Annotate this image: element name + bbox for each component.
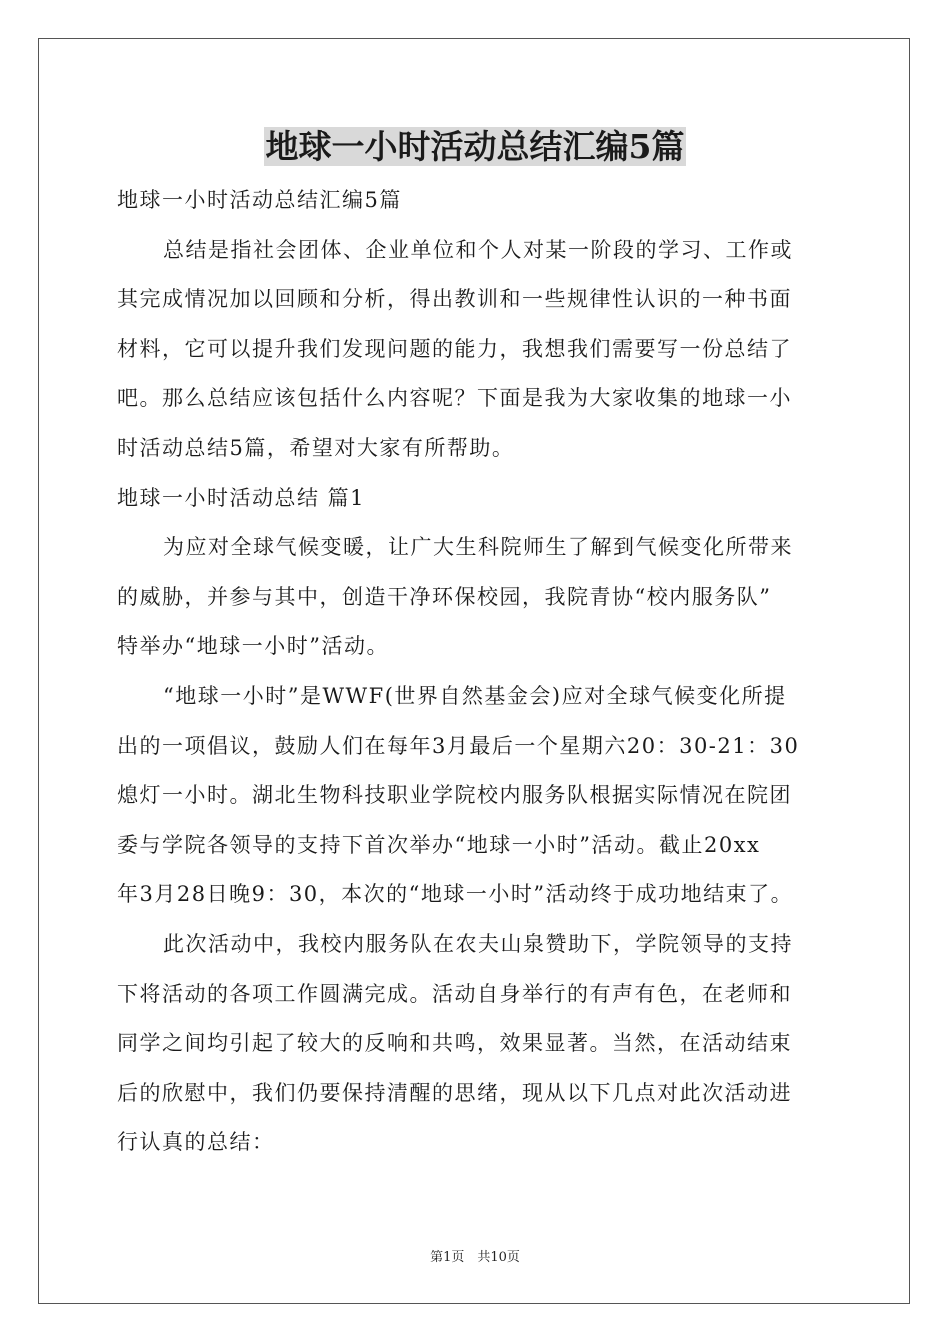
- text-line: 地球一小时活动总结汇编5篇: [117, 188, 402, 212]
- text-line: 下将活动的各项工作圆满完成。活动自身举行的有声有色，在老师和: [117, 981, 792, 1006]
- page-title: [0, 124, 950, 170]
- text-line: 同学之间均引起了较大的反响和共鸣，效果显著。当然，在活动结束: [117, 1031, 792, 1056]
- text-line: 此次活动中，我校内服务队在农夫山泉赞助下，学院领导的支持: [163, 931, 793, 956]
- text-line: 的威胁，并参与其中，创造干净环保校园，我院青协“校内服务队”: [117, 584, 772, 609]
- page-footer: 第1页 共10页: [430, 1250, 520, 1265]
- text-line: 材料，它可以提升我们发现问题的能力，我想我们需要写一份总结了: [117, 336, 792, 361]
- page-title-text: 地球一小时活动总结汇编5篇: [265, 127, 685, 166]
- text-line: 时活动总结5篇，希望对大家有所帮助。: [117, 435, 515, 460]
- text-line: 年3月28日晚9：30，本次的“地球一小时”活动终于成功地结束了。: [117, 882, 794, 907]
- text-line: 其完成情况加以回顾和分析，得出教训和一些规律性认识的一种书面: [117, 287, 792, 312]
- document-body: [117, 176, 847, 1168]
- text-line: “地球一小时”是WWF(世界自然基金会)应对全球气候变化所提: [163, 683, 787, 708]
- text-line: 地球一小时活动总结 篇1: [117, 485, 366, 510]
- text-line: 后的欣慰中，我们仍要保持清醒的思绪，现从以下几点对此次活动进: [117, 1080, 792, 1105]
- text-line: 特举办“地球一小时”活动。: [117, 634, 389, 659]
- text-line: 行认真的总结：: [117, 1130, 275, 1155]
- text-line: 出的一项倡议，鼓励人们在每年3月最后一个星期六20：30-21：30: [117, 733, 800, 758]
- text-line: 委与学院各领导的支持下首次举办“地球一小时”活动。截止20xx: [117, 832, 761, 857]
- text-line: 熄灯一小时。湖北生物科技职业学院校内服务队根据实际情况在院团: [117, 783, 792, 808]
- text-line: 吧。那么总结应该包括什么内容呢？下面是我为大家收集的地球一小: [117, 386, 792, 411]
- text-line: 为应对全球气候变暖，让广大生科院师生了解到气候变化所带来: [163, 535, 793, 560]
- text-line: 总结是指社会团体、企业单位和个人对某一阶段的学习、工作或: [163, 237, 793, 262]
